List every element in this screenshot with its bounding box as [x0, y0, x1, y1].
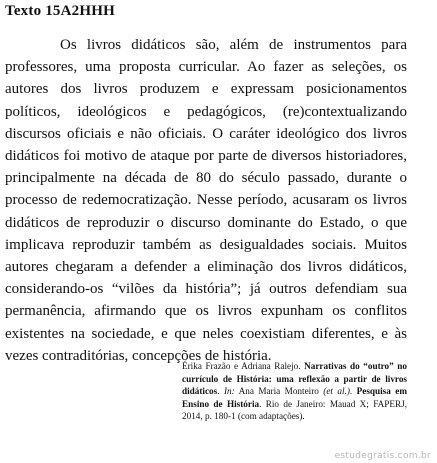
citation-book-title: Pesquisa em Ensino de História — [182, 386, 407, 409]
citation-editors: Ana Maria Monteiro — [234, 386, 324, 397]
citation-separator-2: . — [349, 386, 357, 397]
citation-in-label: In: — [223, 386, 235, 397]
citation-separator: . — [217, 386, 224, 397]
citation-publisher: . Rio de Janeiro: Mauad X; FAPERJ, 2014, p. 180-1 (com adaptações). — [182, 398, 407, 422]
body-paragraph: Os livros didáticos são, além de instrumentos para professores, uma proposta curricular. Ao fazer as seleções, os autores dos livros produzem e expressam posicionamentos políticos, ideológicos e pedagógicos, (re)contextualizando discursos oficiais e não oficiais. O caráter ideológico dos livros didáticos foi motivo de ataque por parte de diversos historiadores, principalmente na década de 80 do século passado, durante o processo de redemocratização. Nesse período, acusaram os livros didáticos de reproduzir o discurso dominante do Estado, o que implicava reproduzir também as desigualdades sociais. Muitos autores chegaram a defender a eliminação dos livros didáticos, considerando-os “vilões da história”; já outros defendiam sua permanência, afirmando que os livros expunham os conflitos existentes na sociedade, e que neles coexistiam diferentes, e às vezes contraditórias, concepções de história. — [5, 37, 407, 364]
citation-article-title: Narrativas do “outro” no currículo de História: uma reflexão a partir de livros didáticos — [182, 361, 407, 397]
document-title: Texto 15A2HHH — [5, 3, 115, 19]
watermark: estudegratis.com.br — [334, 451, 431, 461]
citation-authors: Érika Frazão e Adriana Ralejo. — [182, 361, 305, 371]
citation-et-al: (et al.) — [323, 386, 350, 397]
citation — [182, 360, 407, 423]
